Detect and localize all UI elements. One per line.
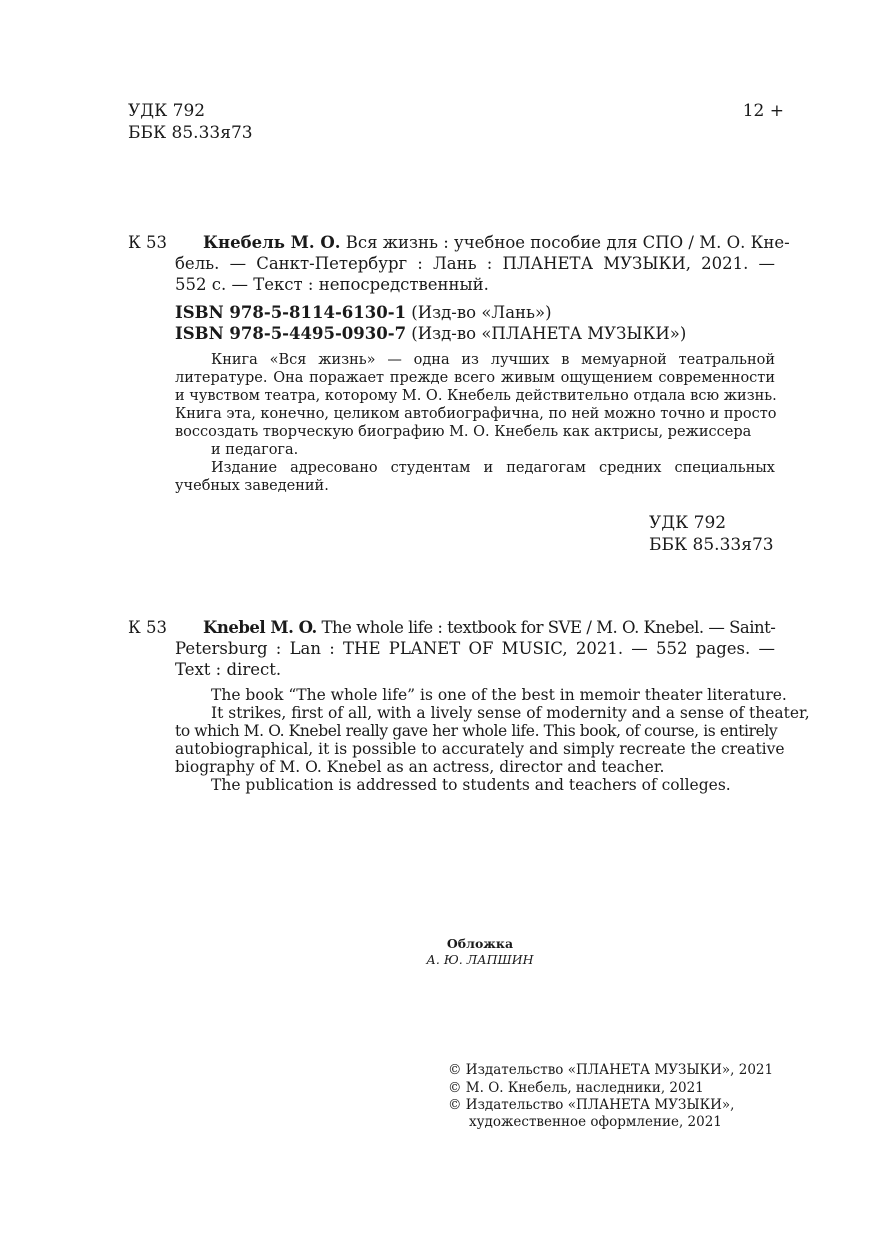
en-record-line-2: Petersburg : Lan : THE PLANET OF MUSIC, 2021. — 552 pages. —	[175, 639, 775, 658]
isbn-publisher: (Изд-во «Лань»)	[406, 303, 552, 322]
en-annotation-line: to which M. O. Knebel really gave her whole life. This book, of course, is entirely	[175, 722, 778, 740]
ru-annotation-line: Книга эта, конечно, целиком автобиографична, по ней можно точно и просто	[175, 406, 777, 422]
en-annotation-line: It strikes, first of all, with a lively sense of modernity and a sense of theater,	[211, 704, 810, 722]
age-rating: 12 +	[742, 101, 784, 121]
ru-annotation-line: Книга «Вся жизнь» — одна из лучших в мемуарной театральной	[211, 352, 775, 368]
en-record-text: The whole life : textbook for SVE / M. O. Knebel. — Saint-	[316, 618, 776, 637]
en-annotation-line: autobiographical, it is possible to accurately and simply recreate the creative	[175, 740, 785, 758]
header-udk: УДК 792	[128, 101, 206, 121]
isbn-publisher: (Изд-во «ПЛАНЕТА МУЗЫКИ»)	[406, 324, 687, 343]
en-author-code: К 53	[128, 618, 168, 637]
ru-udk: УДК 792	[649, 513, 727, 533]
ru-bbk: ББК 85.33я73	[649, 535, 774, 555]
ru-annotation-line: и педагога.	[211, 442, 299, 458]
ru-record-text: Вся жизнь : учебное пособие для СПО / М. О. Кне-	[340, 233, 790, 252]
en-annotation-line: The book “The whole life” is one of the best in memoir theater literature.	[211, 686, 787, 704]
ru-record-line-1	[203, 232, 790, 253]
ru-annotation-line: учебных заведений.	[175, 478, 329, 494]
ru-annotation-line: литературе. Она поражает прежде всего живым ощущением современности	[175, 370, 775, 386]
isbn-number: ISBN 978-5-4495-0930-7	[175, 324, 407, 343]
isbn-planet	[175, 323, 686, 344]
isbn-lan	[175, 302, 552, 323]
ru-annotation-line: воссоздать творческую биографию М. О. Кнебель как актрисы, режиссера	[175, 424, 752, 440]
header-bbk: ББК 85.33я73	[128, 123, 253, 143]
ru-record-line-2: бель. — Санкт-Петербург : Лань : ПЛАНЕТА МУЗЫКИ, 2021. —	[175, 254, 775, 273]
ru-author-name: Кнебель М. О.	[203, 233, 341, 252]
en-record-line-3: Text : direct.	[175, 660, 282, 679]
ru-record-line-3: 552 с. — Текст : непосредственный.	[175, 275, 489, 294]
en-annotation-line: The publication is addressed to students and teachers of colleges.	[211, 776, 731, 794]
cover-artist: А. Ю. ЛАПШИН	[426, 952, 534, 967]
copyright-line: © Издательство «ПЛАНЕТА МУЗЫКИ», 2021	[448, 1062, 774, 1078]
ru-annotation-line: и чувством театра, которому М. О. Кнебель действительно отдала всю жизнь.	[175, 388, 777, 404]
copyright-line: © Издательство «ПЛАНЕТА МУЗЫКИ»,	[448, 1097, 735, 1113]
en-record-line-1	[203, 617, 775, 638]
isbn-number: ISBN 978-5-8114-6130-1	[175, 303, 407, 322]
ru-author-code: К 53	[128, 233, 168, 252]
copyright-line: © М. О. Кнебель, наследники, 2021	[448, 1080, 704, 1096]
en-annotation-line: biography of M. O. Knebel as an actress, director and teacher.	[175, 758, 665, 776]
copyright-line: художественное оформление, 2021	[469, 1114, 722, 1130]
cover-label: Обложка	[446, 936, 514, 951]
ru-annotation-line: Издание адресовано студентам и педагогам средних специальных	[211, 460, 775, 476]
en-author-name: Knebel M. O.	[203, 618, 317, 637]
